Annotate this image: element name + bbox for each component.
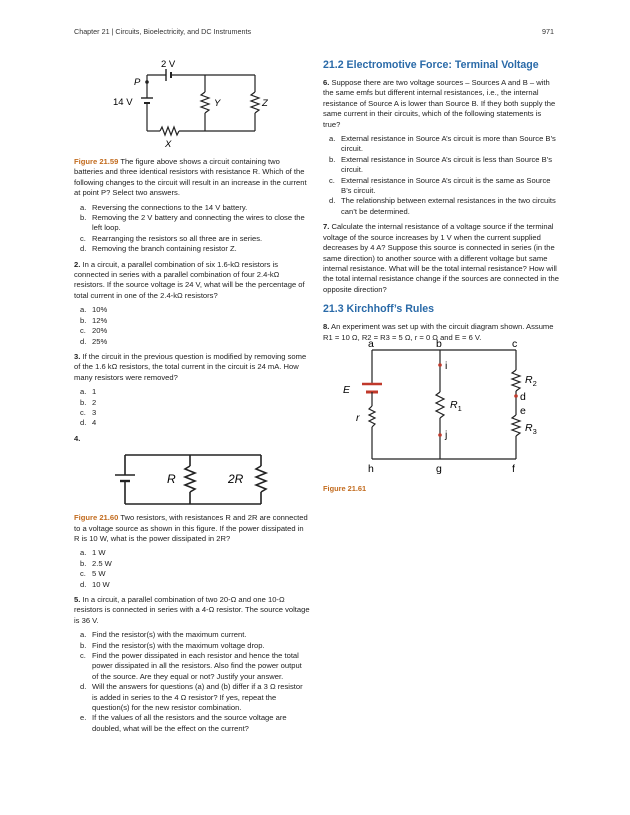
resistor-r3-zigzag <box>512 415 520 436</box>
section-title-21-2: 21.2 Electromotive Force: Terminal Voltage <box>323 59 539 71</box>
option-text: The relationship between external resistances in the two circuits can’t be determined. <box>341 196 556 216</box>
option-letter: b. <box>80 397 87 407</box>
label-r3-letter: R <box>525 422 533 434</box>
label-c: c <box>512 338 518 350</box>
figure-21-60-circuit <box>74 448 310 510</box>
label-b: b <box>436 338 442 350</box>
option-text: 10 W <box>92 579 110 589</box>
node-j-dot <box>438 433 442 437</box>
option-text: Find the resistor(s) with the maximum current. <box>92 630 247 640</box>
option-text: Rearranging the resistors so all three are in series. <box>92 233 263 243</box>
option-text: 10% <box>92 305 108 315</box>
chapter-header: Chapter 21 | Circuits, Bioelectricity, and DC Instruments <box>74 27 252 36</box>
question-2 <box>74 260 310 302</box>
q5-options <box>74 630 310 734</box>
option-letter: d. <box>80 418 87 428</box>
option-letter: d. <box>80 336 87 346</box>
option-text: 25% <box>92 336 108 346</box>
q2-options <box>74 305 310 347</box>
option-letter: b. <box>329 154 336 164</box>
label-internal-r: r <box>356 412 360 424</box>
option-letter: a. <box>80 548 87 558</box>
figure-21-61-circuit <box>335 336 555 476</box>
question-number: 7. <box>323 222 330 232</box>
label-p: P <box>134 77 141 88</box>
question-text: An experiment was set up with the circuit diagram shown. Assume R1 = 10 Ω, R2 = R3 = 5 Ω, r = 0 Ω and E = 6 V. <box>323 322 554 342</box>
question-4 <box>74 434 310 444</box>
label-2r: 2R <box>228 472 244 487</box>
caption-label: Figure 21.60 <box>74 513 119 523</box>
label-r1-subscript: 1 <box>457 404 462 413</box>
option-letter: c. <box>80 407 86 417</box>
option-text: 2 <box>92 397 97 407</box>
page-number: 971 <box>542 27 554 36</box>
list-item <box>74 569 310 579</box>
list-item <box>74 244 310 254</box>
list-item <box>74 559 310 569</box>
label-y: Y <box>214 98 221 109</box>
option-text: 1 <box>92 387 97 397</box>
list-item <box>74 305 310 315</box>
list-item <box>74 326 310 336</box>
option-letter: a. <box>80 630 87 640</box>
option-letter: b. <box>80 213 87 223</box>
option-letter: a. <box>80 202 87 212</box>
point-p-dot <box>145 80 149 84</box>
question-number: 8. <box>323 322 330 332</box>
option-letter: d. <box>80 244 87 254</box>
option-letter: a. <box>329 134 336 144</box>
list-item <box>323 155 559 176</box>
option-letter: b. <box>80 640 87 650</box>
option-letter: a. <box>80 387 87 397</box>
option-text: 1 W <box>92 548 106 558</box>
list-item <box>74 337 310 347</box>
list-item <box>74 418 310 428</box>
label-d: d <box>520 391 526 403</box>
label-g: g <box>436 463 442 475</box>
list-item <box>323 176 559 197</box>
label-14v: 14 V <box>113 97 133 108</box>
question-text: Suppose there are two voltage sources – Sources A and B – with the same emfs but different internal resistances, i.e., the internal resistance of Source A is lower than Source B. If they both supply the same current in their circuits, which of the following statements is true? <box>323 78 556 129</box>
option-letter: e. <box>80 713 87 723</box>
figure-21-61-caption-label: Figure 21.61 <box>323 484 367 493</box>
right-column <box>323 59 559 347</box>
option-text: 4 <box>92 418 97 428</box>
label-a: a <box>368 338 374 350</box>
list-item <box>74 580 310 590</box>
figure-21-59-circuit <box>100 58 280 154</box>
list-item <box>74 630 310 640</box>
option-text: 3 <box>92 407 97 417</box>
option-text: Find the power dissipated in each resistor and hence the total power dissipated in all the resistors. Also find the power output of the source. Are they equal or not? Justify your answer. <box>92 651 302 681</box>
question-text: In a circuit, a parallel combination of two 20-Ω and one 10-Ω resistors is connected in series with a 4-Ω resistor. The source voltage is 36 V. <box>74 595 310 625</box>
list-item <box>323 196 559 217</box>
option-text: External resistance in Source A’s circuit is the same as Source B’s circuit. <box>341 175 551 196</box>
question-3 <box>74 352 310 383</box>
option-letter: d. <box>80 682 87 692</box>
option-text: Removing the branch containing resistor Z. <box>92 244 237 254</box>
question-6 <box>323 78 559 130</box>
question-text: If the circuit in the previous question is modified by removing some of the 1.6 kΩ resistors, the total current in the circuit is 24 mA. How many resistors were removed? <box>74 351 307 382</box>
label-r1-letter: R <box>450 399 458 411</box>
question-text: In a circuit, a parallel combination of six 1.6-kΩ resistors is connected in series with a parallel combination of four 2.4-kΩ resistors. If the source voltage is 24 V, what will be the percentage of total current in one of the 2.4-kΩ resistors? <box>74 259 305 300</box>
option-text: Will the answers for questions (a) and (b) differ if a 3 Ω resistor is added in series to the 4 Ω resistor? If yes, repeat the question(s) for the new resistor combination. <box>92 682 303 713</box>
caption-text: The figure above shows a circuit containing two batteries and three identical resistors with resistance R. Which of the following changes to the circuit will result in an increase in the current at point P? Select two answers. <box>74 157 307 198</box>
list-item <box>74 682 310 713</box>
label-2v: 2 V <box>161 59 176 70</box>
question-number: 6. <box>323 78 330 87</box>
section-title-21-3: 21.3 Kirchhoff’s Rules <box>323 303 435 316</box>
list-item <box>74 234 310 244</box>
internal-resistor-zigzag <box>369 406 375 427</box>
option-text: Find the resistor(s) with the maximum voltage drop. <box>92 640 265 650</box>
option-text: 20% <box>92 326 108 336</box>
option-letter: a. <box>80 305 87 315</box>
label-e: e <box>520 405 526 417</box>
resistor-x-zigzag <box>160 127 179 135</box>
q3-options <box>74 387 310 429</box>
option-letter: c. <box>80 651 86 661</box>
option-letter: c. <box>80 569 86 579</box>
label-z: Z <box>262 98 268 109</box>
left-column <box>74 157 310 739</box>
option-letter: c. <box>80 326 86 336</box>
list-item <box>74 213 310 234</box>
q4-options <box>74 548 310 590</box>
label-r2 <box>525 374 537 388</box>
figure-21-60-caption <box>74 513 310 544</box>
label-r3 <box>525 422 537 436</box>
q6-options <box>323 134 559 217</box>
label-f: f <box>512 463 515 475</box>
label-r3-subscript: 3 <box>532 427 537 436</box>
label-r1 <box>450 399 462 413</box>
label-j: j <box>445 429 448 441</box>
question-text: Calculate the internal resistance of a voltage source if the terminal voltage of the source increases by 1 V when the current supplied decreases by 4 A? Suppose this source is connected in series (in the same direction) to another source with a different voltage but same internal resistance. What will be the total internal resistance? How will the total internal resistance change if the sources are connected in the opposite direction? <box>323 222 559 294</box>
list-item <box>74 398 310 408</box>
resistor-r1-zigzag <box>436 392 444 418</box>
question-number: 4. <box>74 433 81 443</box>
option-text: External resistance in Source A’s circuit is less than Source B’s circuit. <box>341 154 553 175</box>
question-number: 2. <box>74 259 81 269</box>
question-7 <box>323 222 559 295</box>
option-text: Removing the 2 V battery and connecting the wires to close the left loop. <box>92 213 305 233</box>
option-letter: d. <box>80 579 87 589</box>
option-letter: b. <box>80 558 87 568</box>
resistor-r-zigzag <box>185 466 195 492</box>
label-i: i <box>445 360 448 372</box>
label-emf: E <box>343 384 351 396</box>
list-item <box>74 641 310 651</box>
option-text: 12% <box>92 315 108 325</box>
question-number: 5. <box>74 595 81 604</box>
resistor-z-zigzag <box>251 92 259 113</box>
q1-options <box>74 203 310 255</box>
caption-text: Two resistors, with resistances R and 2R are connected to a voltage source as shown in this figure. If the power dissipated in R is 10 W, what is the power dissipated in 2R? <box>74 513 308 543</box>
resistor-y-zigzag <box>201 92 209 113</box>
list-item <box>74 408 310 418</box>
option-text: Reversing the connections to the 14 V battery. <box>92 202 248 212</box>
label-r2-letter: R <box>525 374 533 386</box>
node-d-dot <box>514 394 518 398</box>
option-text: External resistance in Source A’s circuit is more than Source B’s circuit. <box>341 134 556 154</box>
list-item <box>74 387 310 397</box>
question-number: 3. <box>74 351 81 361</box>
list-item <box>74 548 310 558</box>
list-item <box>74 651 310 682</box>
node-i-dot <box>438 363 442 367</box>
resistor-r2-zigzag <box>512 370 520 391</box>
label-x: X <box>165 139 172 150</box>
option-text: If the values of all the resistors and the source voltage are doubled, what will be the effect on the current? <box>92 713 287 733</box>
figure-21-59-caption <box>74 157 310 199</box>
label-r2-subscript: 2 <box>532 379 537 388</box>
resistor-2r-zigzag <box>256 466 266 492</box>
list-item <box>74 203 310 213</box>
list-item <box>74 713 310 734</box>
option-text: 5 W <box>92 569 106 579</box>
list-item <box>74 316 310 326</box>
label-r: R <box>167 472 176 487</box>
option-letter: c. <box>80 233 86 243</box>
caption-label: Figure 21.59 <box>74 157 119 166</box>
option-letter: d. <box>329 196 336 206</box>
option-text: 2.5 W <box>92 558 112 568</box>
option-letter: b. <box>80 315 87 325</box>
list-item <box>323 134 559 155</box>
question-5 <box>74 595 310 626</box>
label-h: h <box>368 463 374 475</box>
option-letter: c. <box>329 175 335 185</box>
